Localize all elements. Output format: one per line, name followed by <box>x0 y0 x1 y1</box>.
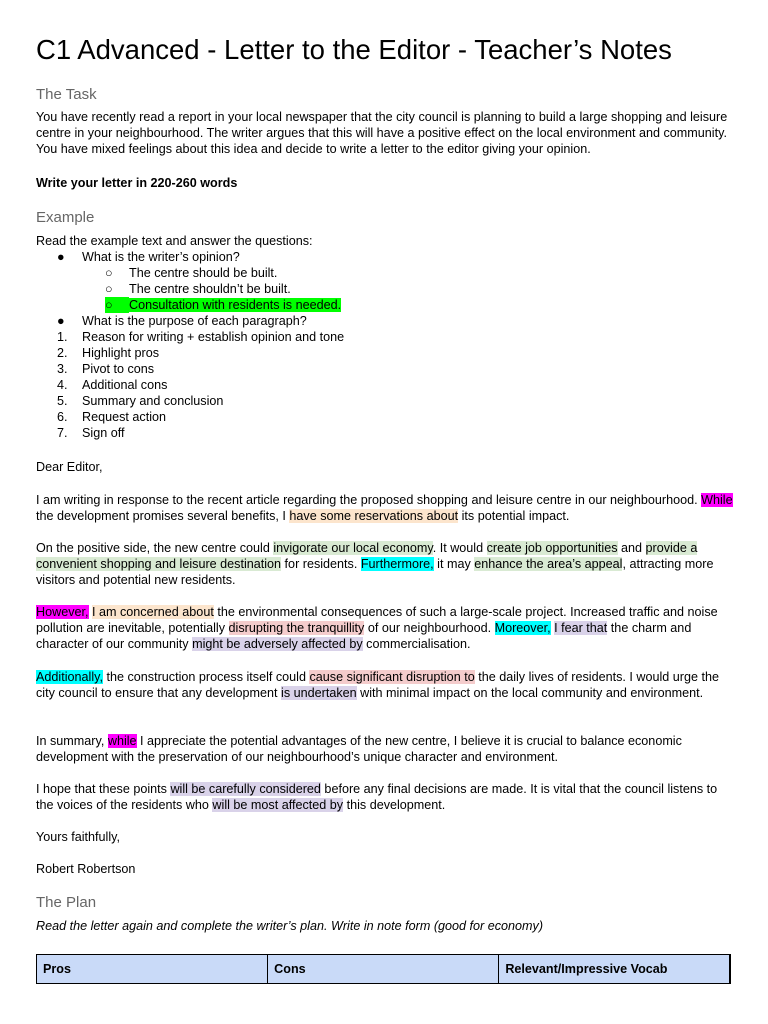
plan-table-header-row <box>37 955 731 984</box>
purpose-item: 6. Request action <box>36 409 166 425</box>
text-run: On the positive side, the new centre could <box>36 541 274 555</box>
list-number: 1. <box>57 330 68 344</box>
text-run: the development promises several benefits, I <box>36 509 290 524</box>
highlighted-phrase: have some reservations about <box>289 509 459 524</box>
text-run: I am writing in response to the recent article regarding the proposed shopping and leisure centre in our neighbourhood. <box>36 493 702 507</box>
example-intro: Read the example text and answer the questions: <box>36 234 313 248</box>
plan-instruction: Read the letter again and complete the writer’s plan. Write in note form (good for economy) <box>36 919 544 933</box>
highlighted-phrase: enhance the area’s appeal <box>474 557 623 572</box>
option-item-answer: ○ Consultation with residents is needed. <box>105 298 342 312</box>
text-run: it may <box>433 557 475 572</box>
text-run: this development. <box>343 798 446 813</box>
highlighted-phrase: cause significant disruption to <box>309 670 475 684</box>
letter-paragraph-2 <box>36 540 736 588</box>
text-run: before any final decisions are made. It is vital that the council listens to the voices of the residents who <box>36 782 718 813</box>
purpose-item: 4. Additional cons <box>36 377 167 393</box>
purpose-item: 1. Reason for writing + establish opinion and tone <box>36 329 344 345</box>
highlighted-phrase: is undertaken <box>281 686 357 701</box>
circle-bullet-icon: ○ <box>105 282 113 296</box>
question-item: ● What is the writer’s opinion? <box>36 249 240 265</box>
example-heading: Example <box>36 209 95 226</box>
highlighted-phrase: I am concerned about <box>92 605 214 619</box>
text-run: I hope that these points <box>36 782 171 796</box>
list-number: 5. <box>57 394 68 408</box>
letter-paragraph-3 <box>36 604 736 652</box>
list-number: 6. <box>57 410 68 424</box>
option-item: ○ The centre shouldn’t be built. <box>36 281 291 297</box>
text-run: commercialisation. <box>362 637 471 652</box>
column-header-vocab: Relevant/Impressive Vocab <box>499 955 730 984</box>
text-run: In summary, <box>36 734 108 748</box>
plan-table <box>36 954 731 984</box>
column-header-cons: Cons <box>268 955 499 984</box>
purpose-item: 7. Sign off <box>36 425 124 441</box>
task-heading: The Task <box>36 86 97 103</box>
list-number: 3. <box>57 362 68 376</box>
letter-paragraph-5 <box>36 733 736 765</box>
text-run: , attracting more visitors and potential new residents. <box>36 557 714 588</box>
circle-bullet-icon: ○ <box>105 266 113 280</box>
text-run: the construction process itself could <box>102 670 310 684</box>
letter-signature: Robert Robertson <box>36 862 136 876</box>
circle-bullet-icon: ○ <box>105 297 129 313</box>
text-run: I appreciate the potential advantages of the new centre, I believe it is crucial to balance economic development with the preservation of our neighbourhood’s unique character and environment. <box>36 734 682 765</box>
list-number: 2. <box>57 346 68 360</box>
purpose-item: 5. Summary and conclusion <box>36 393 223 409</box>
text-run: with minimal impact on the local community and environment. <box>356 686 704 701</box>
text-run: and <box>617 541 646 555</box>
text-run: . It would <box>432 541 487 555</box>
highlighted-phrase: disrupting the tranquillity <box>228 621 365 636</box>
purpose-item: 3. Pivot to cons <box>36 361 154 377</box>
text-run: its potential impact. <box>458 509 570 524</box>
column-header-pros: Pros <box>37 955 268 984</box>
highlighted-phrase: Furthermore, <box>360 557 434 572</box>
highlighted-phrase: while <box>107 734 137 748</box>
task-body: You have recently read a report in your local newspaper that the city council is planning to build a large shopping and leisure centre in your neighbourhood. The writer argues that this will have a positive effect on the local environment and community. You have mixed feelings about this idea and decide to write a letter to the editor giving your opinion. <box>36 110 728 157</box>
text-run: the charm and character of our community <box>36 621 692 652</box>
letter-greeting: Dear Editor, <box>36 460 103 474</box>
text-run: the daily lives of residents. I would urge the city council to ensure that any development <box>36 670 720 701</box>
text-run: for residents. <box>281 557 361 572</box>
option-item: ○ The centre should be built. <box>36 265 277 281</box>
highlighted-phrase: Additionally, <box>36 670 103 684</box>
list-number: 4. <box>57 378 68 392</box>
highlighted-phrase: will be carefully considered <box>170 782 321 796</box>
letter-paragraph-1 <box>36 492 736 524</box>
plan-heading: The Plan <box>36 894 97 911</box>
purpose-item: 2. Highlight pros <box>36 345 159 361</box>
letter-paragraph-4 <box>36 669 736 701</box>
bullet-icon: ● <box>57 250 65 264</box>
highlighted-phrase: While <box>701 493 733 507</box>
question-item: ● What is the purpose of each paragraph? <box>36 313 307 329</box>
highlighted-phrase: create job opportunities <box>486 541 618 555</box>
letter-paragraph-6 <box>36 781 736 813</box>
highlighted-phrase: invigorate our local economy <box>273 541 433 555</box>
highlighted-phrase: However, <box>36 605 89 619</box>
document-title: C1 Advanced - Letter to the Editor - Teacher’s Notes <box>36 34 672 65</box>
task-instruction: Write your letter in 220-260 words <box>36 176 238 190</box>
bullet-icon: ● <box>57 314 65 328</box>
list-number: 7. <box>57 426 68 440</box>
text-run: the environmental consequences of such a large-scale project. Increased traffic and noise pollution are inevitable, potentially <box>36 605 718 636</box>
highlighted-phrase: might be adversely affected by <box>192 637 363 652</box>
highlighted-phrase: will be most affected by <box>212 798 344 813</box>
letter-closing: Yours faithfully, <box>36 830 121 844</box>
highlighted-phrase: Moreover, <box>494 621 551 636</box>
highlighted-phrase: provide a convenient shopping and leisure destination <box>36 541 698 572</box>
highlighted-phrase: I fear that <box>554 621 608 636</box>
text-run: of our neighbourhood. <box>364 621 495 636</box>
